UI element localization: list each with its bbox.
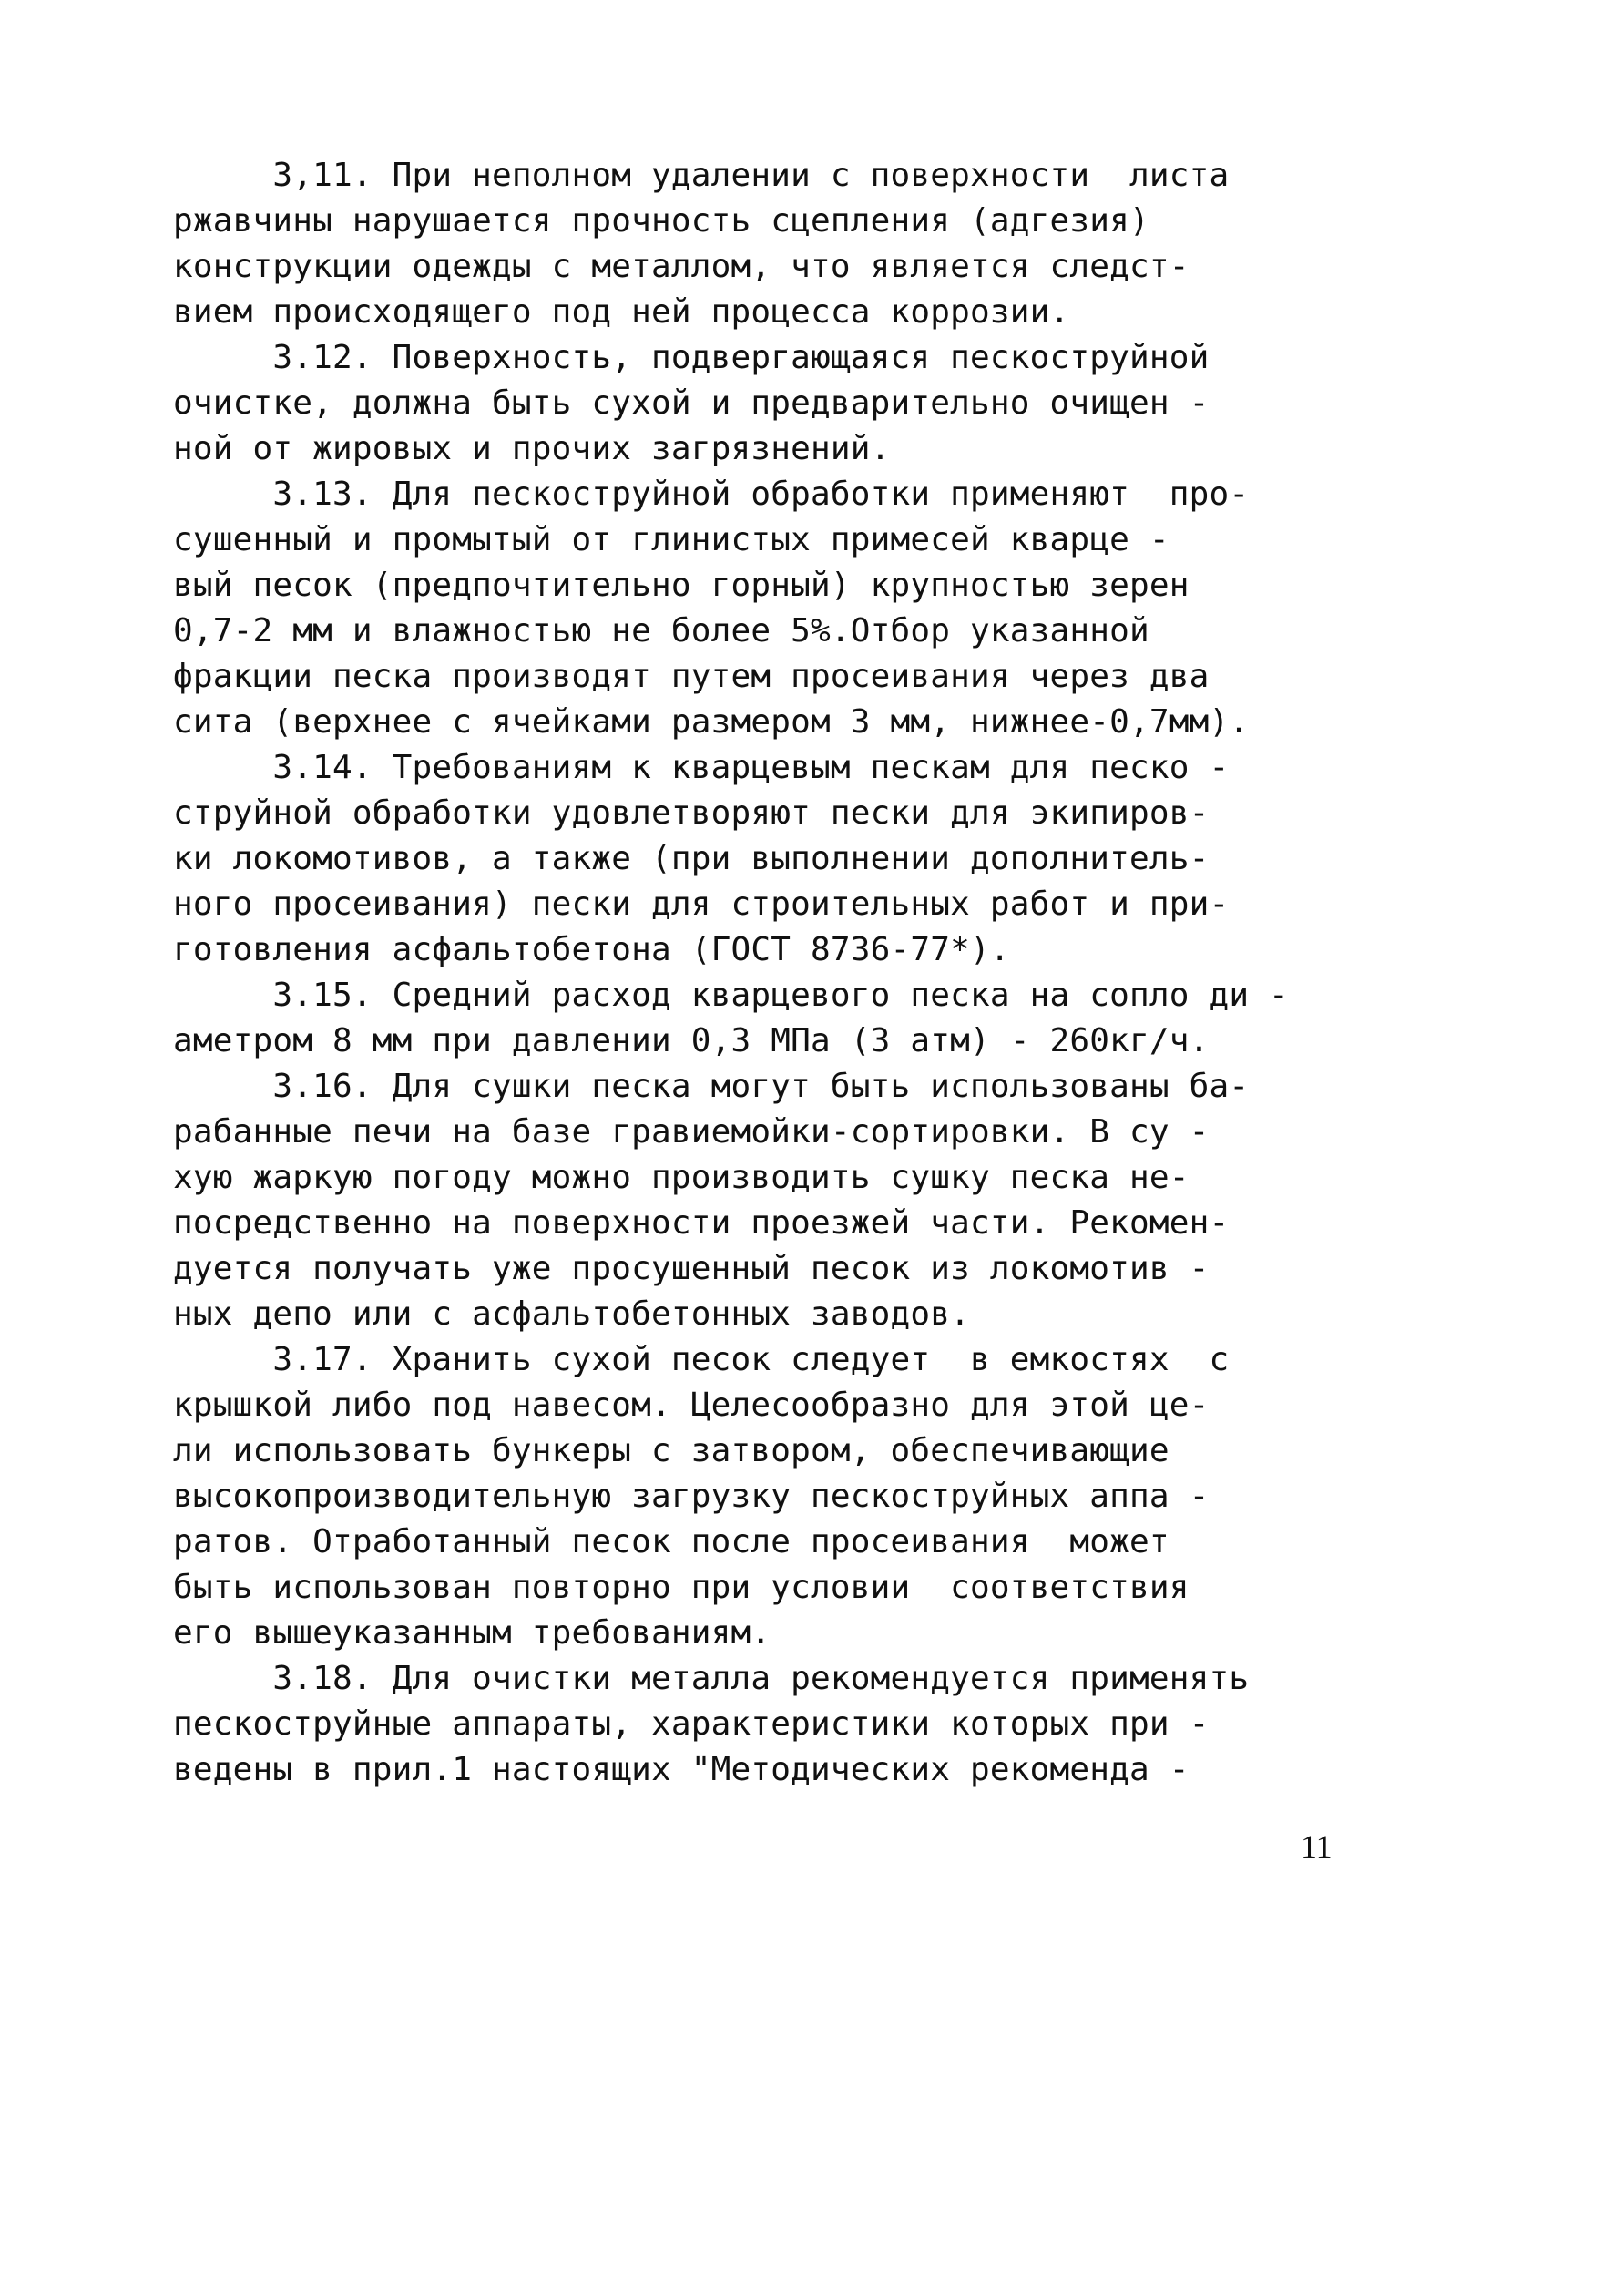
paragraph-3-15 <box>173 973 1384 1064</box>
text-line: сушенный и промытый от глинистых примесей кварце - <box>173 521 1169 558</box>
text-line: вием происходящего под ней процесса коррозии. <box>173 293 1070 331</box>
text-line: 3.13. Для пескоструйной обработки применяют про- <box>173 476 1250 513</box>
text-line: ли использовать бункеры с затвором, обеспечивающие <box>173 1432 1169 1469</box>
text-line: хую жаркую погоду можно производить сушку песка не- <box>173 1159 1190 1196</box>
text-line: ной от жировых и прочих загрязнений. <box>173 430 891 467</box>
paragraph-3-18 <box>173 1656 1384 1793</box>
text-line: фракции песка производят путем просеивания через два <box>173 658 1210 695</box>
text-line: конструкции одежды с металлом, что является следст- <box>173 248 1190 285</box>
paragraph-3-17 <box>173 1337 1384 1656</box>
text-line: его вышеуказанным требованиям. <box>173 1614 771 1652</box>
text-line: 3.17. Хранить сухой песок следует в емкостях с <box>173 1341 1230 1378</box>
text-line: ных депо или с асфальтобетонных заводов. <box>173 1295 970 1333</box>
text-line: ведены в прил.1 настоящих "Методических рекоменда - <box>173 1751 1190 1788</box>
text-line: 3.14. Требованиям к кварцевым пескам для песко - <box>173 749 1230 786</box>
text-line: 3,11. При неполном удалении с поверхности листа <box>173 157 1230 194</box>
text-line: аметром 8 мм при давлении 0,3 МПа (3 атм) - 260кг/ч. <box>173 1022 1210 1059</box>
paragraph-3-13 <box>173 472 1384 745</box>
text-line: струйной обработки удовлетворяют пески для экипиров- <box>173 794 1210 832</box>
text-line: пескоструйные аппараты, характеристики которых при - <box>173 1705 1210 1743</box>
text-line: ратов. Отработанный песок после просеивания может <box>173 1523 1169 1561</box>
text-line: ржавчины нарушается прочность сцепления (адгезия) <box>173 202 1149 240</box>
text-line: ного просеивания) пески для строительных работ и при- <box>173 885 1230 923</box>
paragraph-3-11 <box>173 153 1384 335</box>
text-line: высокопроизводительную загрузку пескоструйных аппа - <box>173 1478 1210 1515</box>
text-line: рабанные печи на базе гравиемойки-сортировки. В су - <box>173 1113 1210 1151</box>
text-line: вый песок (предпочтительно горный) крупностью зерен <box>173 567 1190 604</box>
text-line: быть использован повторно при условии соответствия <box>173 1569 1190 1606</box>
text-line: 3.15. Средний расход кварцевого песка на сопло ди - <box>173 977 1289 1014</box>
text-line: очистке, должна быть сухой и предварительно очищен - <box>173 384 1210 422</box>
text-line: крышкой либо под навесом. Целесообразно для этой це- <box>173 1387 1210 1424</box>
body-text <box>173 153 1384 1793</box>
text-line: готовления асфальтобетона (ГОСТ 8736-77*). <box>173 931 1010 968</box>
text-line: 3.16. Для сушки песка могут быть использованы ба- <box>173 1068 1250 1105</box>
text-line: 3.12. Поверхность, подвергающаяся пескоструйной <box>173 339 1210 376</box>
text-line: дуется получать уже просушенный песок из локомотив - <box>173 1250 1210 1287</box>
text-line: сита (верхнее с ячейками размером 3 мм, нижнее-0,7мм). <box>173 703 1250 741</box>
paragraph-3-16 <box>173 1064 1384 1337</box>
text-line: посредственно на поверхности проезжей части. Рекомен- <box>173 1204 1230 1242</box>
paragraph-3-12 <box>173 335 1384 472</box>
paragraph-3-14 <box>173 745 1384 973</box>
page-number: 11 <box>1301 1828 1333 1865</box>
text-line: 0,7-2 мм и влажностью не более 5%.Отбор указанной <box>173 612 1149 650</box>
text-line: 3.18. Для очистки металла рекомендуется применять <box>173 1660 1250 1697</box>
text-line: ки локомотивов, а также (при выполнении дополнитель- <box>173 840 1210 877</box>
